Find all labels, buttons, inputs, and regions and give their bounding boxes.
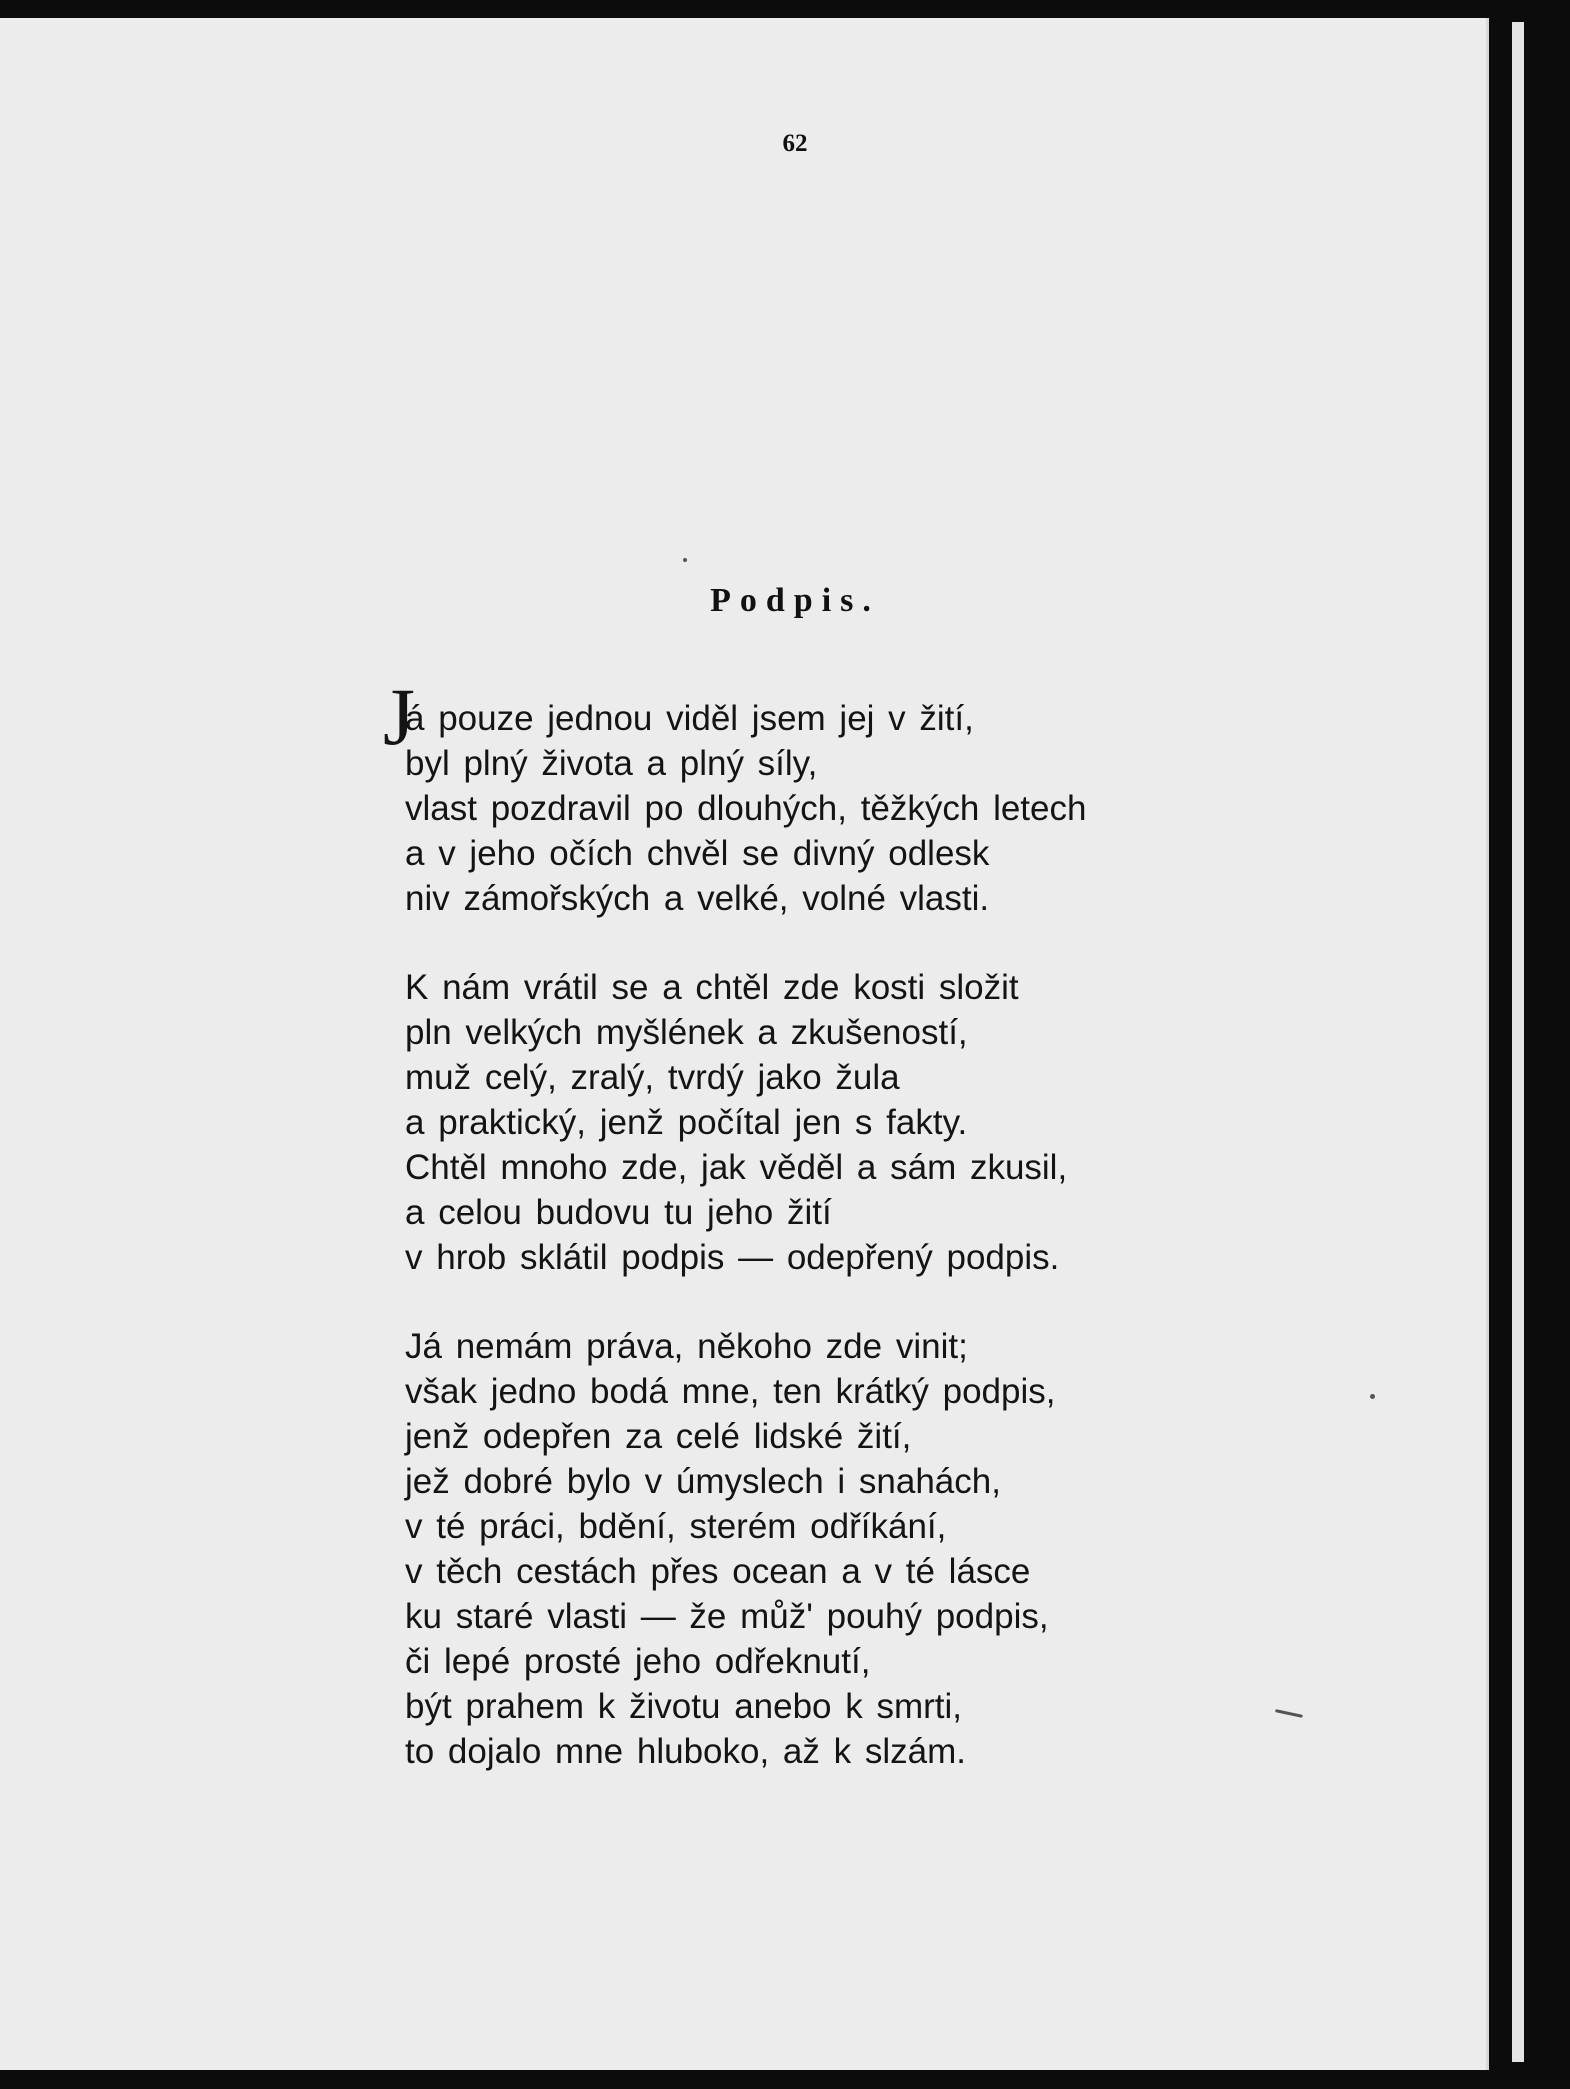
poem-line: Chtěl mnoho zde, jak věděl a sám zkusil, — [405, 1148, 1068, 1187]
poem-line: a praktický, jenž počítal jen s fakty. — [405, 1103, 968, 1142]
poem-line: však jedno bodá mne, ten krátký podpis, — [405, 1372, 1056, 1411]
poem-line: být prahem k životu anebo k smrti, — [405, 1687, 962, 1726]
next-page-edge — [1512, 22, 1524, 2062]
poem-line: v těch cestách přes ocean a v té lásce — [405, 1552, 1031, 1591]
poem-title: Podpis. — [710, 582, 880, 619]
stanza — [405, 696, 1305, 921]
stanza — [405, 1324, 1305, 1774]
poem-line: ku staré vlasti — že můž' pouhý podpis, — [405, 1597, 1049, 1636]
poem-line: byl plný života a plný síly, — [405, 744, 818, 783]
poem-line: a v jeho očích chvěl se divný odlesk — [405, 834, 990, 873]
poem-line: K nám vrátil se a chtěl zde kosti složit — [405, 968, 1019, 1007]
page-number: 62 — [782, 130, 808, 157]
drop-cap: J — [383, 671, 415, 762]
poem-line: pln velkých myšlének a zkušeností, — [405, 1013, 968, 1052]
stanza — [405, 965, 1305, 1280]
poem-line: v hrob sklátil podpis — odepřený podpis. — [405, 1238, 1060, 1277]
poem-body — [405, 696, 1305, 1818]
poem-line: či lepé prosté jeho odřeknutí, — [405, 1642, 871, 1681]
poem-line: to dojalo mne hluboko, až k slzám. — [405, 1732, 966, 1771]
poem-line: muž celý, zralý, tvrdý jako žula — [405, 1058, 900, 1097]
poem-line: a celou budovu tu jeho žití — [405, 1193, 832, 1232]
poem-line: Já nemám práva, někoho zde vinit; — [405, 1327, 968, 1366]
poem-line: v té práci, bdění, sterém odříkání, — [405, 1507, 947, 1546]
poem-line: vlast pozdravil po dlouhých, těžkých letech — [405, 789, 1087, 828]
poem-line: niv zámořských a velké, volné vlasti. — [405, 879, 990, 918]
page-speck — [683, 558, 687, 562]
poem-line: á pouze jednou viděl jsem jej v žití, — [405, 699, 974, 738]
poem-line: jenž odepřen za celé lidské žití, — [405, 1417, 912, 1456]
page-speck — [1370, 1394, 1375, 1399]
poem-line: jež dobré bylo v úmyslech i snahách, — [405, 1462, 1001, 1501]
